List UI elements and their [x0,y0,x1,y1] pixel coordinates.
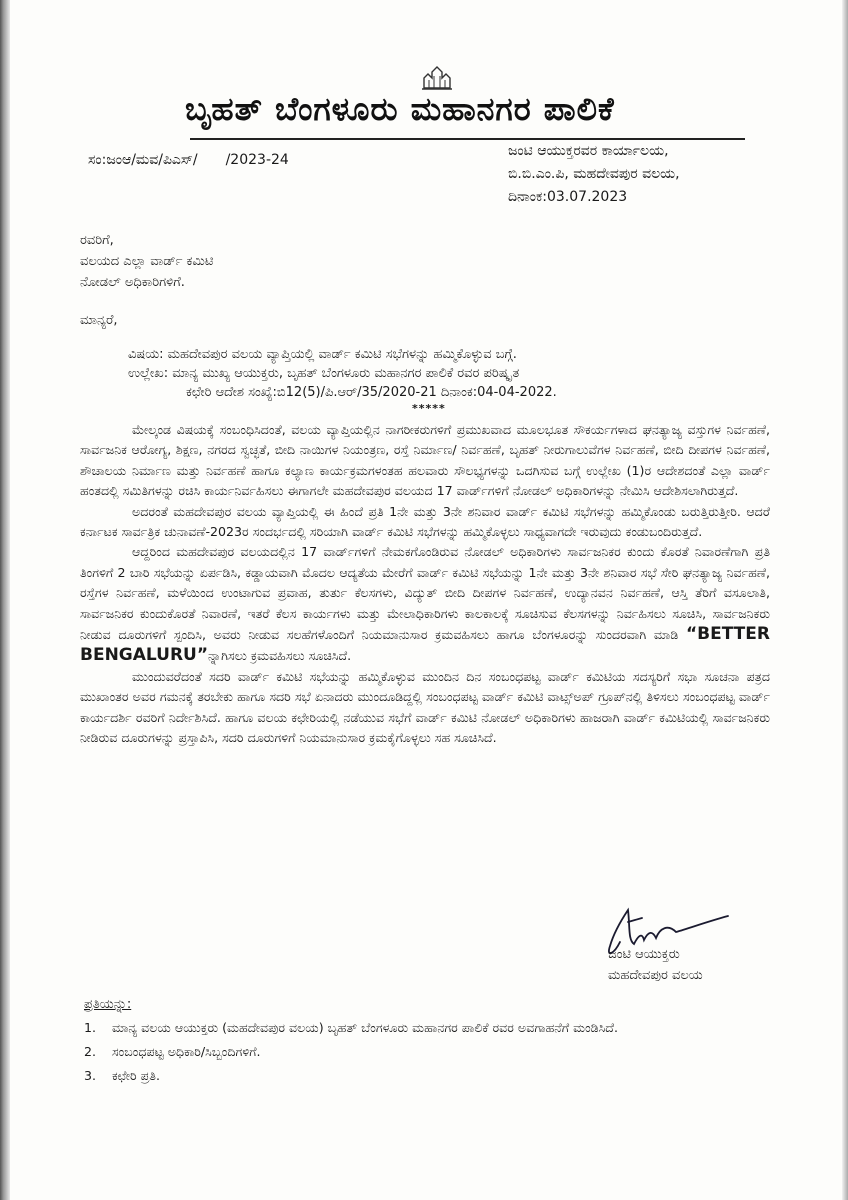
office-line-2: ಬಿ.ಬಿ.ಎಂ.ಪಿ, ಮಹದೇವಪುರ ವಲಯ, [508,166,680,182]
list-item-text: ಕಛೇರಿ ಪ್ರತಿ. [112,1068,160,1083]
office-address [508,140,680,209]
signatory-zone: ಮಹದೇವಪುರ ವಲಯ [608,968,703,983]
separator-stars: ***** [412,402,446,415]
addressee-line-1: ರವರಿಗೆ, [80,233,114,248]
list-item-text: ಮಾನ್ಯ ವಲಯ ಆಯುಕ್ತರು (ಮಹದೇವಪುರ ವಲಯ) ಬೃಹತ್ ಬೆಂಗಳೂರು ಮಹಾನಗರ ಪಾಲಿಕೆ ರವರ ಅವಗಾಹನೆಗೆ ಮಂಡಿಸಿದೆ. [112,1020,618,1035]
reference-number [88,152,289,168]
ref-year: /2023-24 [225,152,289,168]
copy-to-heading: ಪ್ರತಿಯನ್ನು: [84,997,132,1012]
signatory-title [608,944,703,986]
copy-to-list [84,1018,774,1090]
list-item [84,1042,774,1062]
list-item-number: 3. [84,1068,97,1083]
list-item-text: ಸಂಬಂಧಪಟ್ಟ ಅಧಿಕಾರಿ/ಸಿಬ್ಬಂದಿಗಳಿಗೆ. [112,1044,261,1059]
reference-order-line: ಕಛೇರಿ ಆದೇಶ ಸಂಖ್ಯೆ:ಬಿ12(5)/ಪಿ.ಆರ್/35/2020-21 ದಿನಾಂಕ:04-04-2022. [186,385,557,400]
addressee-block [80,230,213,293]
body-paragraph-3 [80,542,770,666]
bbmp-emblem-icon [420,66,454,90]
body-paragraph-3-text: ಆದ್ದರಿಂದ ಮಹದೇವಪುರ ವಲಯದಲ್ಲಿನ 17 ವಾರ್ಡ್‌ಗಳಿಗೆ ನೇಮಕಗೊಂಡಿರುವ ನೋಡಲ್ ಅಧಿಕಾರಿಗಳು ಸಾರ್ವಜನಿಕರ ಕುಂದು ಕೊರತೆ ನಿವಾರಣೆಗಾಗಿ ಪ್ರತಿ ತಿಂಗಳಿಗೆ 2 ಬಾರಿ ಸಭೆಯನ್ನು ಏರ್ಪಡಿಸಿ, ಕಡ್ಡಾಯವಾಗಿ ಮೊದಲ ಆದ್ಯತೆಯ ಮೇರೆಗೆ ವಾರ್ಡ್ ಕಮಿಟಿ ಸಭೆಯನ್ನು 1ನೇ ಮತ್ತು 3ನೇ ಶನಿವಾರ ಸಭೆ ಸೇರಿ ಘನತ್ಯಾಜ್ಯ ನಿರ್ವಹಣೆ, ರಸ್ತೆಗಳ ನಿರ್ವಹಣೆ, ಮಳೆಯಿಂದ ಉಂಟಾಗುವ ಪ್ರವಾಹ, ತುರ್ತು ಕೆಲಸಗಳು, ವಿದ್ಯುತ್ ಬೀದಿ ದೀಪಗಳ ನಿರ್ವಹಣೆ, ಉದ್ಯಾನವನ ನಿರ್ವಹಣೆ, ಆಸ್ತಿ ತೆರಿಗೆ ವಸೂಲಾತಿ, ಸಾರ್ವಜನಿಕರ ಕುಂದುಕೊರತೆ ನಿವಾರಣೆ, ಇತರೆ ಕೆಲಸ ಕಾರ್ಯಗಳು ಮತ್ತು ಮೇಲಾಧಿಕಾರಿಗಳು ಕಾಲಕಾಲಕ್ಕೆ ಸೂಚಿಸುವ ಕೆಲಸಗಳನ್ನು ನಿರ್ವಹಿಸಲು ಸೂಚಿಸಿ, ಸಾರ್ವಜನಿಕರು ನೀಡುವ ದೂರುಗಳಿಗೆ ಸ್ಪಂದಿಸಿ, ಅವರು ನೀಡುವ ಸಲಹೆಗಳೊಂದಿಗೆ ನಿಯಮಾನುಸಾರ ಕ್ರಮವಹಿಸಲು ಹಾಗೂ ಬೆಂಗಳೂರನ್ನು ಸುಂದರವಾಗಿ ಮಾಡಿ [80,544,770,643]
list-item-number: 1. [84,1020,97,1035]
addressee-line-3: ನೋಡಲ್ ಅಧಿಕಾರಿಗಳಿಗೆ. [80,275,185,290]
body-paragraph-4: ಮುಂದುವರೆದಂತೆ ಸದರಿ ವಾರ್ಡ್ ಕಮಿಟಿ ಸಭೆಯನ್ನು ಹಮ್ಮಿಕೊಳ್ಳುವ ಮುಂದಿನ ದಿನ ಸಂಬಂಧಪಟ್ಟ ವಾರ್ಡ್ ಕಮಿಟಿಯ ಸದಸ್ಯರಿಗೆ ಸಭಾ ಸೂಚನಾ ಪತ್ರದ ಮುಖಾಂತರ ಅವರ ಗಮನಕ್ಕೆ ತರಬೇಕು ಹಾಗೂ ಸದರಿ ಸಭೆ ಏನಾದರು ಮುಂದೂಡಿದ್ದಲ್ಲಿ ಸಂಬಂಧಪಟ್ಟ ವಾರ್ಡ್ ಕಮಿಟಿ ವಾಟ್ಸ್ಅಪ್ ಗ್ರೂಪ್‌ನಲ್ಲಿ ತಿಳಿಸಲು ಸಂಬಂಧಪಟ್ಟ ವಾರ್ಡ್ ಕಾರ್ಯದರ್ಶಿ ರವರಿಗೆ ನಿರ್ದೇಶಿಸಿದೆ. ಹಾಗೂ ವಲಯ ಕಛೇರಿಯಲ್ಲಿ ನಡೆಯುವ ಸಭೆಗೆ ವಾರ್ಡ್ ಕಮಿಟಿ ನೋಡಲ್ ಅಧಿಕಾರಿಗಳು ಹಾಜರಾಗಿ ವಾರ್ಡ್ ಕಮಿಟಿಯಲ್ಲಿ ಸಾರ್ವಜನಿಕರು ನೀಡಿರುವ ದೂರುಗಳನ್ನು ಪ್ರಸ್ತಾಪಿಸಿ, ಸದರಿ ದೂರುಗಳಿಗೆ ನಿಯಮಾನುಸಾರ ಕ್ರಮಕೈಗೊಳ್ಳಲು ಸಹ ಸೂಚಿಸಿದೆ. [80,668,770,746]
list-item-number: 2. [84,1044,97,1059]
letter-date: ದಿನಾಂಕ:03.07.2023 [508,189,628,205]
body-paragraph-3-tail: ನ್ನಾಗಿಸಲು ಕ್ರಮವಹಿಸಲು ಸೂಚಿಸಿದೆ. [208,648,352,664]
better-bengaluru-slogan: “BETTER BENGALURU” [80,624,770,666]
subject-block [128,345,557,402]
letter-body [80,420,770,749]
list-item [84,1066,774,1086]
salutation: ಮಾನ್ಯರೆ, [80,313,118,328]
office-line-1: ಜಂಟಿ ಆಯುಕ್ತರವರ ಕಾರ್ಯಾಲಯ, [508,143,669,159]
body-paragraph-2: ಅದರಂತೆ ಮಹದೇವಪುರ ವಲಯ ವ್ಯಾಪ್ತಿಯಲ್ಲಿ ಈ ಹಿಂದೆ ಪ್ರತಿ 1ನೇ ಮತ್ತು 3ನೇ ಶನಿವಾರ ವಾರ್ಡ್ ಕಮಿಟಿ ಸಭೆಗಳನ್ನು ಹಮ್ಮಿಕೊಂಡು ಬರುತ್ತಿರುತ್ತೀರಿ. ಆದರೆ ಕರ್ನಾಟಕ ಸಾರ್ವತ್ರಿಕ ಚುನಾವಣೆ-2023ರ ಸಂದರ್ಭದಲ್ಲಿ ಸರಿಯಾಗಿ ವಾರ್ಡ್ ಕಮಿಟಿ ಸಭೆಗಳನ್ನು ಹಮ್ಮಿಕೊಳ್ಳಲು ಸಾಧ್ಯವಾಗದೇ ಇರುವುದು ಕಂಡುಬಂದಿರುತ್ತದೆ. [80,503,770,540]
reference-line: ಉಲ್ಲೇಖ: ಮಾನ್ಯ ಮುಖ್ಯ ಆಯುಕ್ತರು, ಬೃಹತ್ ಬೆಂಗಳೂರು ಮಹಾನಗರ ಪಾಲಿಕೆ ರವರ ಪರಿಷ್ಕೃತ [128,366,520,381]
signatory-designation: ಜಂಟಿ ಆಯುಕ್ತರು [608,947,680,962]
organization-title: ಬೃಹತ್ ಬೆಂಗಳೂರು ಮಹಾನಗರ ಪಾಲಿಕೆ [185,90,615,128]
subject-line: ವಿಷಯ: ಮಹದೇವಪುರ ವಲಯ ವ್ಯಾಪ್ತಿಯಲ್ಲಿ ವಾರ್ಡ್ ಕಮಿಟಿ ಸಭೆಗಳನ್ನು ಹಮ್ಮಿಕೊಳ್ಳುವ ಬಗ್ಗೆ. [128,347,517,362]
body-paragraph-1: ಮೇಲ್ಕಂಡ ವಿಷಯಕ್ಕೆ ಸಂಬಂಧಿಸಿದಂತೆ, ವಲಯ ವ್ಯಾಪ್ತಿಯಲ್ಲಿನ ನಾಗರೀಕರುಗಳಿಗೆ ಪ್ರಮುಖವಾದ ಮೂಲಭೂತ ಸೌಕರ್ಯಗಳಾದ ಘನತ್ಯಾಜ್ಯ ವಸ್ತುಗಳ ನಿರ್ವಹಣೆ, ಸಾರ್ವಜನಿಕ ಆರೋಗ್ಯ, ಶಿಕ್ಷಣ, ನಗರದ ಸ್ವಚ್ಛತೆ, ಬೀದಿ ನಾಯಿಗಳ ನಿಯಂತ್ರಣ, ರಸ್ತೆ ನಿರ್ಮಾಣ/ ನಿರ್ವಹಣೆ, ಬೃಹತ್ ನೀರುಗಾಲುವೆಗಳ ನಿರ್ವಹಣೆ, ಬೀದಿ ದೀಪಗಳ ನಿರ್ವಹಣೆ, ಶೌಚಾಲಯ ನಿರ್ಮಾಣ ಮತ್ತು ನಿರ್ವಹಣೆ ಹಾಗೂ ಕಲ್ಯಾಣ ಕಾರ್ಯಕ್ರಮಗಳಂತಹ ಹಲವಾರು ಸೌಲಭ್ಯಗಳನ್ನು ಒದಗಿಸುವ ಬಗ್ಗೆ ಉಲ್ಲೇಖ (1)ರ ಆದೇಶದಂತೆ ಎಲ್ಲಾ ವಾರ್ಡ್ ಹಂತದಲ್ಲಿ ಸಮಿತಿಗಳನ್ನು ರಚಿಸಿ ಕಾರ್ಯನಿರ್ವಹಿಸಲು ಈಗಾಗಲೇ ಮಹದೇವಪುರ ವಲಯದ 17 ವಾರ್ಡ್‌ಗಳಿಗೆ ನೋಡಲ್ ಅಧಿಕಾರಿಗಳನ್ನು ನೇಮಿಸಿ ಆದೇಶಿಸಲಾಗಿರುತ್ತದೆ. [80,422,770,499]
addressee-line-2: ವಲಯದ ಎಲ್ಲಾ ವಾರ್ಡ್ ಕಮಿಟಿ [80,254,214,269]
list-item [84,1018,774,1038]
ref-number-text: ಸಂ:ಜಂಆ/ಮವ/ಪಿಎಸ್/ [88,152,198,168]
